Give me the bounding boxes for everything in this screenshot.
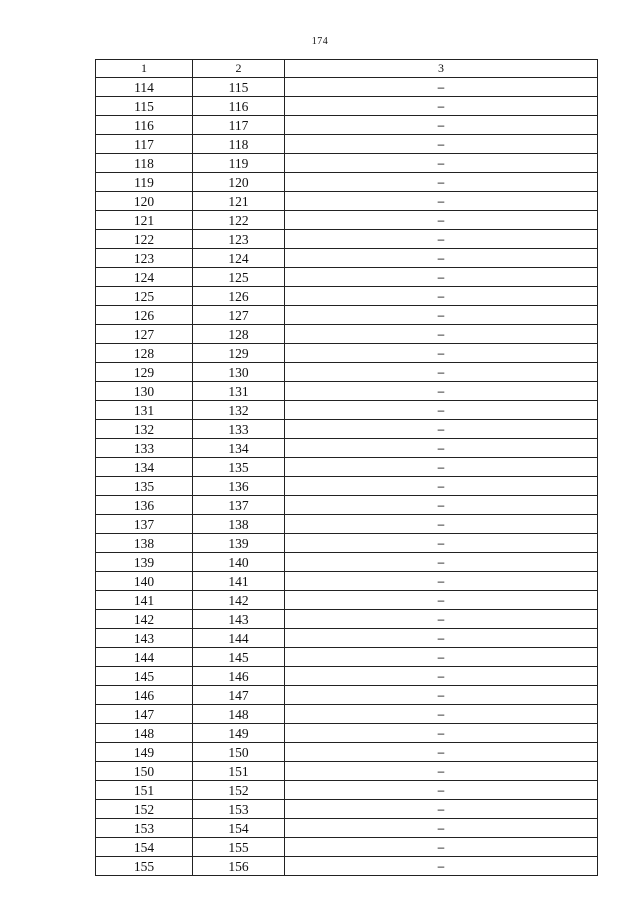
table-cell-col1: 153 bbox=[96, 819, 193, 838]
table-cell-col3 bbox=[285, 781, 598, 800]
dash-mark: – bbox=[437, 270, 445, 284]
table-cell-col3 bbox=[285, 420, 598, 439]
table-cell-col2: 151 bbox=[193, 762, 285, 781]
table-row bbox=[96, 173, 598, 192]
table-row bbox=[96, 819, 598, 838]
table-cell-col3 bbox=[285, 268, 598, 287]
table-cell-col2: 143 bbox=[193, 610, 285, 629]
table-cell-col1: 154 bbox=[96, 838, 193, 857]
dash-mark: – bbox=[437, 498, 445, 512]
table-cell-col1: 128 bbox=[96, 344, 193, 363]
column-header-3: 3 bbox=[285, 60, 598, 78]
table-cell-col1: 139 bbox=[96, 553, 193, 572]
table-cell-col1: 135 bbox=[96, 477, 193, 496]
dash-mark: – bbox=[437, 536, 445, 550]
table-row bbox=[96, 306, 598, 325]
table-cell-col2: 150 bbox=[193, 743, 285, 762]
table-cell-col2: 125 bbox=[193, 268, 285, 287]
table-cell-col2: 118 bbox=[193, 135, 285, 154]
table-cell-col2: 149 bbox=[193, 724, 285, 743]
table-cell-col1: 122 bbox=[96, 230, 193, 249]
dash-mark: – bbox=[437, 479, 445, 493]
table-cell-col3 bbox=[285, 211, 598, 230]
table-cell-col2: 136 bbox=[193, 477, 285, 496]
table-cell-col1: 130 bbox=[96, 382, 193, 401]
table-cell-col1: 149 bbox=[96, 743, 193, 762]
dash-mark: – bbox=[437, 289, 445, 303]
table-row bbox=[96, 154, 598, 173]
table-cell-col1: 140 bbox=[96, 572, 193, 591]
table-cell-col2: 154 bbox=[193, 819, 285, 838]
dash-mark: – bbox=[437, 232, 445, 246]
table-cell-col2: 148 bbox=[193, 705, 285, 724]
table-body bbox=[96, 78, 598, 876]
dash-mark: – bbox=[437, 137, 445, 151]
table-cell-col3 bbox=[285, 762, 598, 781]
table-cell-col2: 122 bbox=[193, 211, 285, 230]
table-cell-col3 bbox=[285, 496, 598, 515]
table-cell-col1: 137 bbox=[96, 515, 193, 534]
table-row bbox=[96, 838, 598, 857]
table-cell-col2: 128 bbox=[193, 325, 285, 344]
column-header-1: 1 bbox=[96, 60, 193, 78]
table-cell-col1: 125 bbox=[96, 287, 193, 306]
table-row bbox=[96, 192, 598, 211]
table-cell-col2: 156 bbox=[193, 857, 285, 876]
table-cell-col3 bbox=[285, 705, 598, 724]
table-row bbox=[96, 78, 598, 97]
table-cell-col1: 143 bbox=[96, 629, 193, 648]
table-row bbox=[96, 287, 598, 306]
table-cell-col1: 152 bbox=[96, 800, 193, 819]
dash-mark: – bbox=[437, 80, 445, 94]
table-row bbox=[96, 705, 598, 724]
table-row bbox=[96, 325, 598, 344]
dash-mark: – bbox=[437, 612, 445, 626]
dash-mark: – bbox=[437, 669, 445, 683]
table-cell-col3 bbox=[285, 534, 598, 553]
table-cell-col1: 136 bbox=[96, 496, 193, 515]
table-row bbox=[96, 515, 598, 534]
dash-mark: – bbox=[437, 460, 445, 474]
table-cell-col3 bbox=[285, 78, 598, 97]
table-cell-col3 bbox=[285, 553, 598, 572]
column-header-2: 2 bbox=[193, 60, 285, 78]
table-row bbox=[96, 800, 598, 819]
dash-mark: – bbox=[437, 251, 445, 265]
dash-mark: – bbox=[437, 175, 445, 189]
table-cell-col2: 132 bbox=[193, 401, 285, 420]
dash-mark: – bbox=[437, 783, 445, 797]
table-cell-col1: 115 bbox=[96, 97, 193, 116]
table-row bbox=[96, 781, 598, 800]
table-cell-col1: 126 bbox=[96, 306, 193, 325]
dash-mark: – bbox=[437, 156, 445, 170]
table-cell-col2: 117 bbox=[193, 116, 285, 135]
dash-mark: – bbox=[437, 99, 445, 113]
table-header-row bbox=[96, 60, 598, 78]
table-cell-col1: 155 bbox=[96, 857, 193, 876]
table-cell-col1: 141 bbox=[96, 591, 193, 610]
table-cell-col2: 130 bbox=[193, 363, 285, 382]
table-cell-col1: 129 bbox=[96, 363, 193, 382]
table-cell-col3 bbox=[285, 344, 598, 363]
table-row bbox=[96, 743, 598, 762]
table-cell-col2: 140 bbox=[193, 553, 285, 572]
table-row bbox=[96, 97, 598, 116]
table-row bbox=[96, 439, 598, 458]
table-cell-col3 bbox=[285, 610, 598, 629]
table-row bbox=[96, 116, 598, 135]
dash-mark: – bbox=[437, 384, 445, 398]
table-cell-col3 bbox=[285, 800, 598, 819]
table-cell-col1: 117 bbox=[96, 135, 193, 154]
table-cell-col3 bbox=[285, 667, 598, 686]
table-cell-col2: 141 bbox=[193, 572, 285, 591]
table-row bbox=[96, 667, 598, 686]
table-cell-col1: 145 bbox=[96, 667, 193, 686]
table-cell-col3 bbox=[285, 97, 598, 116]
table-cell-col3 bbox=[285, 116, 598, 135]
table-cell-col3 bbox=[285, 287, 598, 306]
table-cell-col2: 123 bbox=[193, 230, 285, 249]
table-row bbox=[96, 268, 598, 287]
table-cell-col1: 133 bbox=[96, 439, 193, 458]
dash-mark: – bbox=[437, 802, 445, 816]
table-row bbox=[96, 629, 598, 648]
table-row bbox=[96, 572, 598, 591]
table-cell-col2: 142 bbox=[193, 591, 285, 610]
table-cell-col1: 123 bbox=[96, 249, 193, 268]
table-cell-col2: 144 bbox=[193, 629, 285, 648]
table-cell-col3 bbox=[285, 230, 598, 249]
table-cell-col1: 151 bbox=[96, 781, 193, 800]
table-cell-col3 bbox=[285, 401, 598, 420]
table-row bbox=[96, 135, 598, 154]
table-cell-col2: 131 bbox=[193, 382, 285, 401]
table-cell-col1: 124 bbox=[96, 268, 193, 287]
table-cell-col3 bbox=[285, 135, 598, 154]
table-cell-col1: 127 bbox=[96, 325, 193, 344]
table-cell-col3 bbox=[285, 439, 598, 458]
dash-mark: – bbox=[437, 365, 445, 379]
table-row bbox=[96, 344, 598, 363]
table-row bbox=[96, 762, 598, 781]
table-row bbox=[96, 401, 598, 420]
table-cell-col2: 127 bbox=[193, 306, 285, 325]
table-cell-col2: 145 bbox=[193, 648, 285, 667]
table-cell-col3 bbox=[285, 591, 598, 610]
table-row bbox=[96, 591, 598, 610]
table-row bbox=[96, 458, 598, 477]
table-cell-col3 bbox=[285, 648, 598, 667]
table-row bbox=[96, 610, 598, 629]
table-cell-col2: 139 bbox=[193, 534, 285, 553]
table-cell-col2: 155 bbox=[193, 838, 285, 857]
table-cell-col1: 116 bbox=[96, 116, 193, 135]
table-cell-col1: 134 bbox=[96, 458, 193, 477]
table-cell-col1: 138 bbox=[96, 534, 193, 553]
table-row bbox=[96, 249, 598, 268]
dash-mark: – bbox=[437, 346, 445, 360]
table-cell-col3 bbox=[285, 325, 598, 344]
table-cell-col1: 119 bbox=[96, 173, 193, 192]
table-cell-col2: 121 bbox=[193, 192, 285, 211]
data-table bbox=[95, 59, 598, 876]
dash-mark: – bbox=[437, 688, 445, 702]
dash-mark: – bbox=[437, 631, 445, 645]
dash-mark: – bbox=[437, 118, 445, 132]
table-row bbox=[96, 496, 598, 515]
table-row bbox=[96, 477, 598, 496]
dash-mark: – bbox=[437, 745, 445, 759]
table-cell-col3 bbox=[285, 857, 598, 876]
table-cell-col2: 146 bbox=[193, 667, 285, 686]
table-cell-col1: 148 bbox=[96, 724, 193, 743]
table-row bbox=[96, 686, 598, 705]
table-cell-col2: 152 bbox=[193, 781, 285, 800]
table-cell-col2: 137 bbox=[193, 496, 285, 515]
table-row bbox=[96, 648, 598, 667]
table-cell-col3 bbox=[285, 306, 598, 325]
table-cell-col1: 131 bbox=[96, 401, 193, 420]
table-cell-col3 bbox=[285, 515, 598, 534]
table-row bbox=[96, 211, 598, 230]
table-cell-col3 bbox=[285, 629, 598, 648]
table-cell-col3 bbox=[285, 363, 598, 382]
table-cell-col2: 116 bbox=[193, 97, 285, 116]
table-cell-col3 bbox=[285, 838, 598, 857]
dash-mark: – bbox=[437, 821, 445, 835]
dash-mark: – bbox=[437, 707, 445, 721]
table-row bbox=[96, 724, 598, 743]
table-cell-col2: 134 bbox=[193, 439, 285, 458]
dash-mark: – bbox=[437, 403, 445, 417]
table-cell-col3 bbox=[285, 686, 598, 705]
table-row bbox=[96, 534, 598, 553]
table-cell-col2: 124 bbox=[193, 249, 285, 268]
table-cell-col3 bbox=[285, 249, 598, 268]
table-cell-col2: 153 bbox=[193, 800, 285, 819]
table-row bbox=[96, 420, 598, 439]
dash-mark: – bbox=[437, 422, 445, 436]
table-cell-col3 bbox=[285, 743, 598, 762]
table-cell-col3 bbox=[285, 724, 598, 743]
dash-mark: – bbox=[437, 650, 445, 664]
table-cell-col1: 120 bbox=[96, 192, 193, 211]
dash-mark: – bbox=[437, 441, 445, 455]
table-cell-col3 bbox=[285, 154, 598, 173]
table-cell-col2: 129 bbox=[193, 344, 285, 363]
table-cell-col3 bbox=[285, 572, 598, 591]
page-number: 174 bbox=[311, 36, 329, 47]
table-cell-col2: 119 bbox=[193, 154, 285, 173]
table-cell-col3 bbox=[285, 382, 598, 401]
table-cell-col3 bbox=[285, 173, 598, 192]
dash-mark: – bbox=[437, 574, 445, 588]
table-cell-col2: 120 bbox=[193, 173, 285, 192]
table-cell-col3 bbox=[285, 458, 598, 477]
dash-mark: – bbox=[437, 593, 445, 607]
table-row bbox=[96, 230, 598, 249]
table-cell-col1: 142 bbox=[96, 610, 193, 629]
table-cell-col1: 146 bbox=[96, 686, 193, 705]
table-row bbox=[96, 363, 598, 382]
dash-mark: – bbox=[437, 308, 445, 322]
dash-mark: – bbox=[437, 764, 445, 778]
table-cell-col2: 115 bbox=[193, 78, 285, 97]
table-cell-col1: 114 bbox=[96, 78, 193, 97]
table-cell-col1: 147 bbox=[96, 705, 193, 724]
table-cell-col3 bbox=[285, 477, 598, 496]
dash-mark: – bbox=[437, 859, 445, 873]
dash-mark: – bbox=[437, 555, 445, 569]
table-cell-col1: 150 bbox=[96, 762, 193, 781]
table-cell-col2: 126 bbox=[193, 287, 285, 306]
table-cell-col2: 147 bbox=[193, 686, 285, 705]
dash-mark: – bbox=[437, 726, 445, 740]
table-cell-col2: 135 bbox=[193, 458, 285, 477]
table-cell-col1: 121 bbox=[96, 211, 193, 230]
table-row bbox=[96, 857, 598, 876]
dash-mark: – bbox=[437, 840, 445, 854]
table-cell-col2: 133 bbox=[193, 420, 285, 439]
dash-mark: – bbox=[437, 517, 445, 531]
table-cell-col1: 118 bbox=[96, 154, 193, 173]
dash-mark: – bbox=[437, 194, 445, 208]
table-cell-col1: 144 bbox=[96, 648, 193, 667]
table-cell-col2: 138 bbox=[193, 515, 285, 534]
table-cell-col3 bbox=[285, 819, 598, 838]
dash-mark: – bbox=[437, 213, 445, 227]
dash-mark: – bbox=[437, 327, 445, 341]
table-row bbox=[96, 553, 598, 572]
table-row bbox=[96, 382, 598, 401]
table-cell-col3 bbox=[285, 192, 598, 211]
table-cell-col1: 132 bbox=[96, 420, 193, 439]
